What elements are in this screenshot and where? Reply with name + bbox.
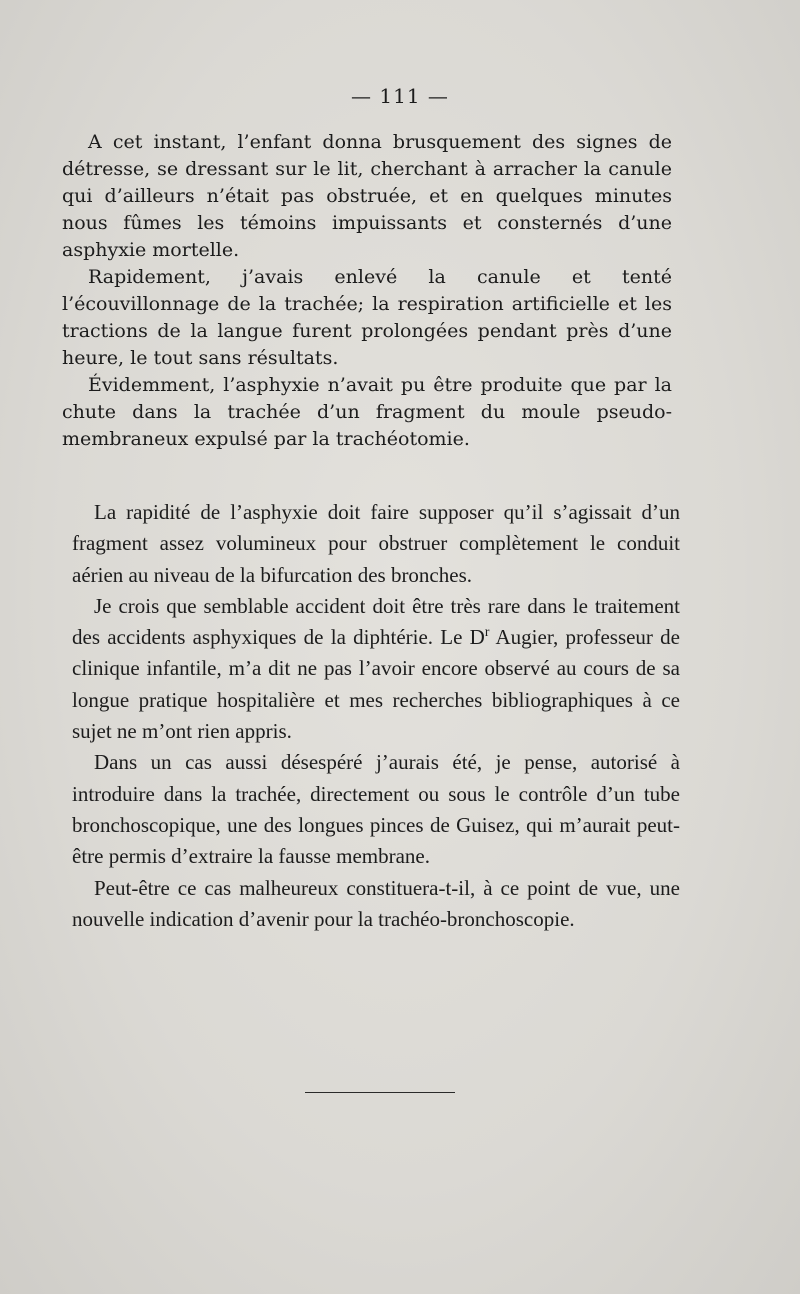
paragraph: Peut-être ce cas malheureux constituera-t-il, à ce point de vue, une nouvelle indication d’avenir pour la trachéo-bronchoscopie. (72, 875, 680, 931)
paragraph: La rapidité de l’asphyxie doit faire supposer qu’il s’agissait d’un fragment assez volumineux pour obstruer complètement le conduit aérien au niveau de la bifurcation des bronches. (72, 500, 680, 587)
section-two (72, 497, 680, 935)
paragraph-text: Augier, professeur de clinique infantile, m’a dit ne pas l’avoir encore observé au cours de sa longue pratique hospitalière et mes recherches bibliographiques à ce sujet ne m’ont rien appris. (72, 625, 680, 744)
section-one (62, 129, 672, 453)
paragraph-text: Je crois que semblable accident doit être très rare dans le traitement des accidents asphyxiques de la diphtérie. Le D (72, 593, 680, 650)
paragraph: Rapidement, j’avais enlevé la canule et tenté l’écouvillonnage de la trachée; la respiration artificielle et les tractions de la langue furent prolongées pendant près d’une heure, le tout sans résultats. (62, 266, 672, 369)
paragraph: A cet instant, l’enfant donna brusquement des signes de détresse, se dressant sur le lit, cherchant à arracher la canule qui d’ailleurs n’était pas obstruée, et en quelques minutes nous fûmes les témoins impuissants et consternés d’une asphyxie mortelle. (62, 131, 672, 261)
page-number: — 111 — (351, 84, 449, 108)
end-rule (305, 1092, 455, 1093)
paragraph: Dans un cas aussi désespéré j’aurais été, je pense, autorisé à introduire dans la trachée, directement ou sous le contrôle d’un tube bronchoscopique, une des longues pinces de Guisez, qui m’aurait peut-être permis d’extraire la fausse membrane. (72, 750, 680, 869)
paragraph: Évidemment, l’asphyxie n’avait pu être produite que par la chute dans la trachée d’un fragment du moule pseudo-membraneux expulsé par la trachéotomie. (62, 374, 672, 450)
paragraph (72, 591, 680, 747)
superscript: r (484, 624, 490, 640)
